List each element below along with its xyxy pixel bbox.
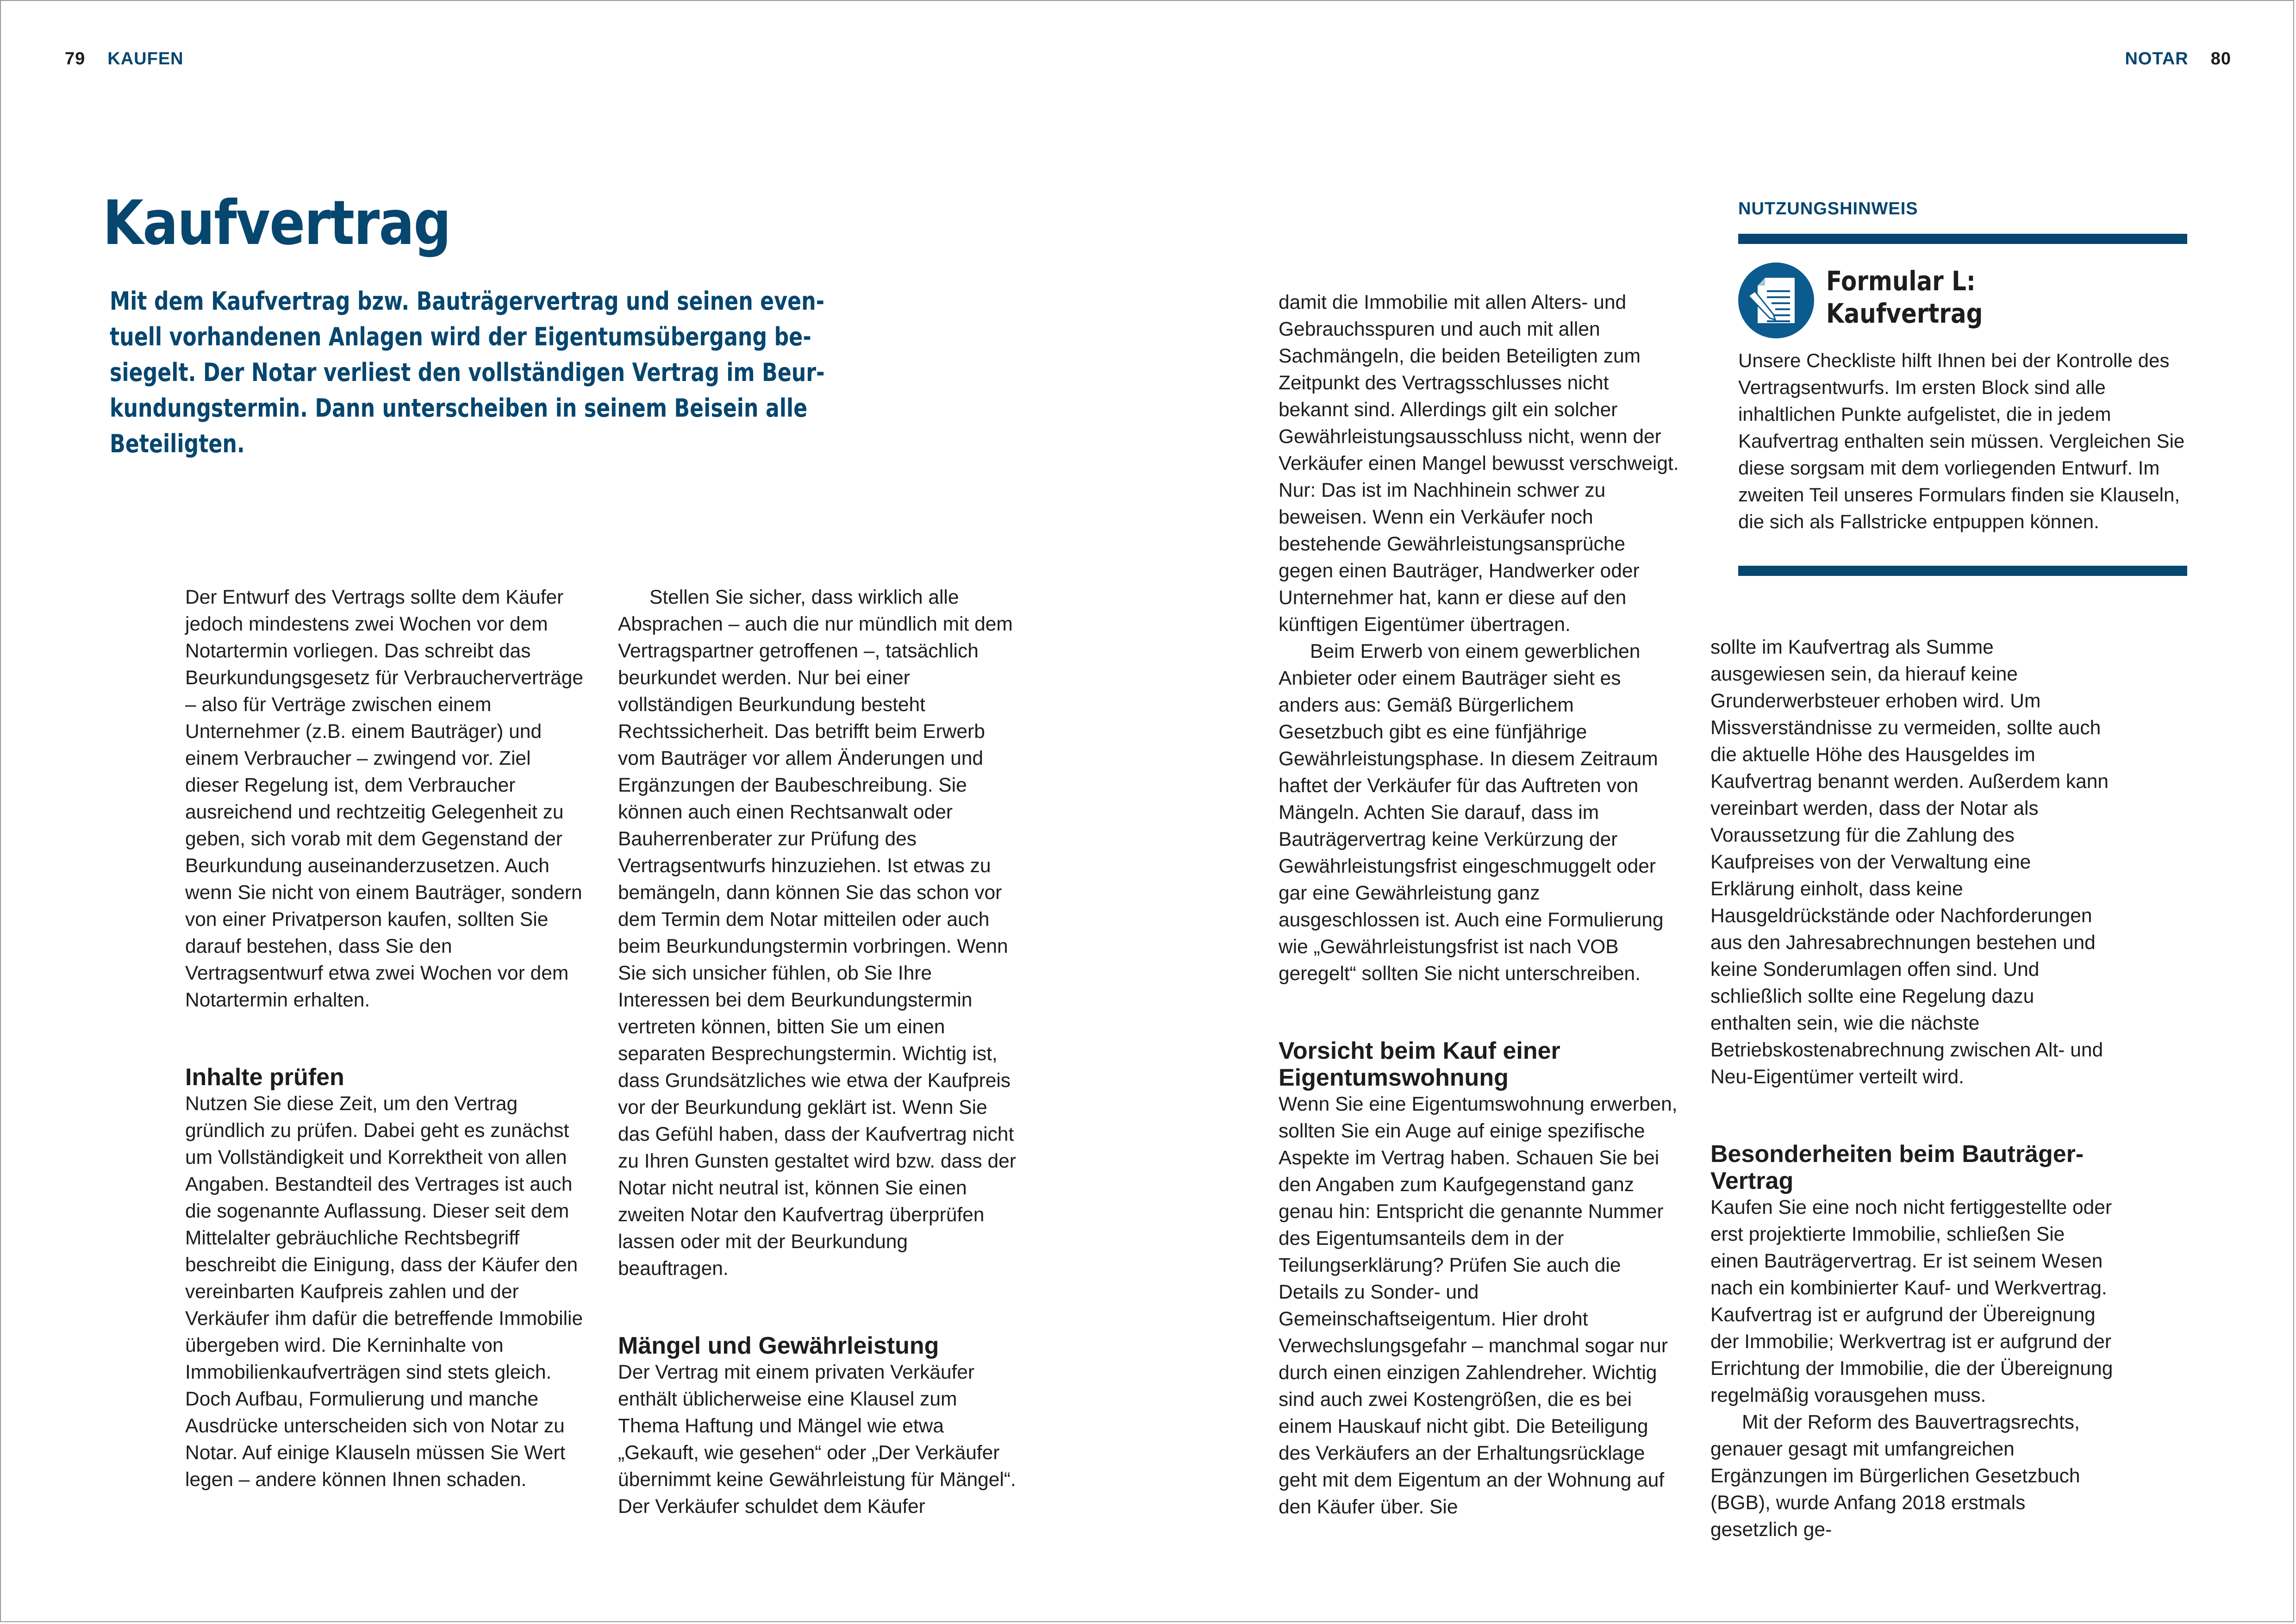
lead-line: siegelt. Der Notar verliest den vollständigen Vertrag im Beur- (110, 358, 825, 387)
page-number-right: 80 (2210, 49, 2231, 69)
document-pen-icon (1738, 262, 1814, 338)
section-label-left: KAUFEN (107, 49, 184, 69)
body-paragraph: damit die Immobilie mit allen Alters- und Gebrauchsspuren und auch mit allen Sachmängeln, die beiden Beteiligten zum Zeitpunkt des Vertragsschlusses nicht bekannt sind. Allerdings gilt ein solcher Gewährleistungsausschluss nicht, wenn der Verkäufer einen Mangel bewusst verschweigt. Nur: Das ist im Nachhinein schwer zu beweisen. Wenn ein Verkäufer noch bestehende Gewährleistungsansprüche gegen einen Bauträger, Handwerker oder Unternehmer hat, kann er diese auf den künftigen Eigentümer übertragen. (1279, 292, 1679, 636)
section-heading: Inhalte prüfen (185, 1064, 344, 1091)
body-paragraph: Beim Erwerb von einem gewerblichen Anbieter oder einem Bauträger sieht es anders aus: Gemäß Bürgerlichem Gesetzbuch gibt es eine fünfjährige Gewährleistungsphase. In diesem Zeitraum haftet der Verkäufer für das Auftreten von Mängeln. Achten Sie darauf, dass im Bauträgervertrag keine Verkürzung der Gewährleistungsfrist eingeschmuggelt oder gar eine Gewährleistung ganz ausgeschlossen ist. Auch eine Formulierung wie „Gewährleistungsfrist ist nach VOB geregelt“ sollten Sie nicht unterschreiben. (1279, 641, 1664, 985)
section-heading: Vorsicht beim Kauf einer Eigentumswohnung (1279, 1037, 1560, 1091)
right-running-head (2125, 49, 2231, 69)
column-2 (618, 584, 1021, 1520)
sidebar-bottom-bar (1738, 566, 2187, 576)
lead-line: Beteiligten. (110, 429, 245, 458)
page-number-left: 79 (65, 49, 86, 69)
sidebar-title-line: Kaufvertrag (1826, 298, 1983, 329)
lead-paragraph (110, 283, 879, 462)
body-paragraph: Wenn Sie eine Eigentumswohnung erwerben, sollten Sie ein Auge auf einige spezifische Aspekte im Vertrag haben. Schauen Sie bei den Angaben zum Kaufgegenstand ganz genau hin: Entspricht die genannte Nummer des Eigentumsanteils dem in der Teilungserklärung? Prüfen Sie auch die Details zu Sonder- und Gemeinschaftseigentum. Hier droht Verwechslungsgefahr – manchmal sogar nur durch einen einzigen Zahlendreher. Wichtig sind auch zwei Kostengrößen, die es bei einem Hauskauf nicht gibt. Die Beteiligung des Verkäufers an der Erhaltungsrücklage geht mit dem Eigentum an der Wohnung auf den Käufer über. Sie (1279, 1093, 1678, 1518)
sidebar-title-line: Formular L: (1826, 265, 1976, 297)
column-4 (1710, 634, 2113, 1543)
body-paragraph: Stellen Sie sicher, dass wirklich alle Absprachen – auch die nur mündlich mit dem Vertragspartner getroffenen –, tatsächlich beurkundet werden. Nur bei einer vollständigen Beurkundung besteht Rechtssicherheit. Das betrifft beim Erwerb vom Bauträger vor allem Änderungen und Ergänzungen der Baubeschreibung. Sie können auch einen Rechtsanwalt oder Bauherrenberater zur Prüfung des Vertragsentwurfs hinzuziehen. Ist etwas zu bemängeln, dann können Sie das schon vor dem Termin dem Notar mitteilen oder auch beim Beurkundungstermin vorbringen. Wenn Sie sich unsicher fühlen, ob Sie Ihre Interessen bei dem Beurkundungstermin vertreten können, bitten Sie um einen separaten Besprechungstermin. Wichtig ist, dass Grundsätzliches wie etwa der Kaufpreis vor der Beurkundung geklärt ist. Wenn Sie das Gefühl haben, dass der Kaufvertrag nicht zu Ihren Gunsten gestaltet wird bzw. dass der Notar nicht neutral ist, können Sie einen zweiten Notar den Kaufvertrag überprüfen lassen oder mit der Beurkundung beauftragen. (618, 587, 1016, 1280)
lead-line: Mit dem Kaufvertrag bzw. Bauträgervertrag und seinen even- (110, 287, 824, 316)
section-heading: Besonderheiten beim Bauträger-Vertrag (1710, 1141, 2084, 1194)
section-label-right: NOTAR (2125, 49, 2189, 69)
lead-line: tuell vorhandenen Anlagen wird der Eigentumsübergang be- (110, 322, 811, 351)
sidebar-top-bar (1738, 234, 2187, 244)
sidebar-title (1826, 265, 1983, 330)
body-paragraph: Nutzen Sie diese Zeit, um den Vertrag gründlich zu prüfen. Dabei geht es zunächst um Vollständigkeit und Korrektheit von allen Angaben. Bestandteil des Vertrages ist auch die sogenannte Auflassung. Dieser seit dem Mittelalter gebräuchliche Rechtsbegriff beschreibt die Einigung, dass der Käufer den vereinbarten Kaufpreis zahlen und der Verkäufer ihm dafür die betreffende Immobilie übergeben wird. Die Kerninhalte von Immobilienkaufverträgen sind stets gleich. Doch Aufbau, Formulierung und manche Ausdrücke unterscheiden sich von Notar zu Notar. Auf einige Klauseln müssen Sie Wert legen – andere können Ihnen schaden. (185, 1093, 583, 1491)
left-running-head (65, 49, 184, 69)
column-3 (1279, 289, 1679, 1521)
body-paragraph: sollte im Kaufvertrag als Summe ausgewiesen sein, da hierauf keine Grunderwerbsteuer erhoben wird. Um Missverständnisse zu vermeiden, sollte auch die aktuelle Höhe des Hausgeldes im Kaufvertrag benannt werden. Außerdem kann vereinbart werden, dass der Notar als Voraussetzung für die Zahlung des Kaufpreises von der Verwaltung eine Erklärung einholt, dass keine Hausgeldrückstände oder Nachforderungen aus den Jahresabrechnungen bestehen und keine Sonderumlagen offen sind. Und schließlich sollte eine Regelung dazu enthalten sein, wie die nächste Betriebskostenabrechnung zwischen Alt- und Neu-Eigentümer verteilt wird. (1710, 637, 2109, 1088)
body-paragraph: Mit der Reform des Bauvertragsrechts, genauer gesagt mit umfangreichen Ergänzungen im Bürgerlichen Gesetzbuch (BGB), wurde Anfang 2018 erstmals gesetzlich ge- (1710, 1412, 2080, 1541)
page-title: Kaufvertrag (103, 187, 450, 259)
sidebar-label: NUTZUNGSHINWEIS (1738, 199, 1918, 219)
column-1 (185, 584, 583, 1493)
body-paragraph: Der Entwurf des Vertrags sollte dem Käufer jedoch mindestens zwei Wochen vor dem Notartermin vorliegen. Das schreibt das Beurkundungsgesetz für Verbraucherverträge – also für Verträge zwischen einem Unternehmer (z.B. einem Bauträger) und einem Verbraucher – zwingend vor. Ziel dieser Regelung ist, dem Verbraucher ausreichend und rechtzeitig Gelegenheit zu geben, sich vorab mit dem Gegenstand der Beurkundung auseinanderzusetzen. Auch wenn Sie nicht von einem Bauträger, sondern von einer Privatperson kaufen, sollten Sie darauf bestehen, dass Sie den Vertragsentwurf etwa zwei Wochen vor dem Notartermin erhalten. (185, 587, 583, 1011)
sidebar-body: Unsere Checkliste hilft Ihnen bei der Kontrolle des Vertragsentwurfs. Im ersten Block sind alle inhaltlichen Punkte aufgelistet, die in jedem Kaufvertrag enthalten sein müssen. Vergleichen Sie diese sorgsam mit dem vorliegenden Entwurf. Im zweiten Teil unseres Formulars finden sie Klauseln, die sich als Fallstricke entpuppen können. (1738, 350, 2185, 532)
body-paragraph: Der Vertrag mit einem privaten Verkäufer enthält üblicherweise eine Klausel zum Thema Haftung und Mängel wie etwa „Gekauft, wie gesehen“ oder „Der Verkäufer übernimmt keine Gewährleistung für Mängel“. Der Verkäufer schuldet dem Käufer (618, 1362, 1016, 1518)
lead-line: kundungstermin. Dann unterscheiben in seinem Beisein alle (110, 394, 808, 423)
body-paragraph: Kaufen Sie eine noch nicht fertiggestellte oder erst projektierte Immobilie, schließen Sie einen Bauträgervertrag. Er ist seinem Wesen nach ein kombinierter Kauf- und Werkvertrag. Kaufvertrag ist er aufgrund der Übereignung der Immobilie; Werkvertrag ist er aufgrund der Errichtung der Immobilie, die der Übereignung regelmäßig vorausgehen muss. (1710, 1197, 2113, 1406)
section-heading: Mängel und Gewährleistung (618, 1332, 939, 1359)
